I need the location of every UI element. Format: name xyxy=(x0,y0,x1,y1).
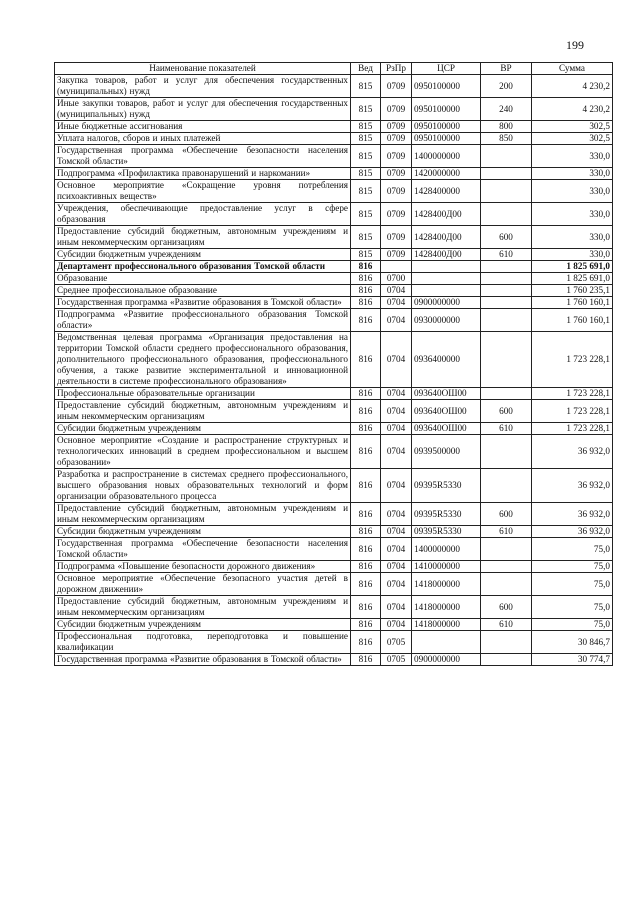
cell-csr: 1420000000 xyxy=(412,168,481,180)
table-header-row xyxy=(55,63,613,75)
cell-vr: 610 xyxy=(481,423,532,435)
cell-name: Образование xyxy=(55,273,351,285)
cell-csr: 0939500000 xyxy=(412,435,481,469)
cell-vr xyxy=(481,180,532,203)
cell-ved: 815 xyxy=(351,203,381,226)
cell-rzpr: 0709 xyxy=(381,121,412,133)
table-row xyxy=(55,261,613,273)
cell-vr xyxy=(481,261,532,273)
cell-sum: 4 230,2 xyxy=(532,75,613,98)
cell-ved: 815 xyxy=(351,75,381,98)
cell-ved: 816 xyxy=(351,435,381,469)
cell-csr: 0950100000 xyxy=(412,75,481,98)
cell-sum: 330,0 xyxy=(532,145,613,168)
table-row xyxy=(55,469,613,503)
cell-vr: 600 xyxy=(481,226,532,249)
table-row xyxy=(55,309,613,332)
header-vr: ВР xyxy=(481,63,532,75)
cell-vr xyxy=(481,388,532,400)
cell-name: Ведомственная целевая программа «Организация предоставления на территории Томской области среднего профессионального образования, дополнительного профессионального образования, профессионального обучения, а также развитие экспериментальной и инновационной деятельности в системе профессионального образования» xyxy=(55,332,351,388)
cell-rzpr: 0705 xyxy=(381,654,412,666)
cell-ved: 815 xyxy=(351,145,381,168)
cell-ved: 816 xyxy=(351,388,381,400)
cell-sum: 1 760 235,1 xyxy=(532,285,613,297)
cell-sum: 36 932,0 xyxy=(532,503,613,526)
cell-sum: 1 825 691,0 xyxy=(532,273,613,285)
header-sum: Сумма xyxy=(532,63,613,75)
cell-ved: 815 xyxy=(351,98,381,121)
cell-sum: 1 723 228,1 xyxy=(532,423,613,435)
cell-ved: 816 xyxy=(351,654,381,666)
cell-vr xyxy=(481,285,532,297)
cell-rzpr: 0704 xyxy=(381,297,412,309)
cell-ved: 815 xyxy=(351,121,381,133)
table-row xyxy=(55,400,613,423)
cell-vr: 600 xyxy=(481,596,532,619)
cell-rzpr: 0704 xyxy=(381,619,412,631)
cell-sum: 330,0 xyxy=(532,180,613,203)
cell-ved: 816 xyxy=(351,297,381,309)
cell-vr: 850 xyxy=(481,133,532,145)
header-csr: ЦСР xyxy=(412,63,481,75)
cell-ved: 816 xyxy=(351,400,381,423)
table-row xyxy=(55,388,613,400)
cell-vr: 800 xyxy=(481,121,532,133)
cell-csr xyxy=(412,285,481,297)
table-row xyxy=(55,423,613,435)
cell-ved: 816 xyxy=(351,538,381,561)
table-row xyxy=(55,145,613,168)
cell-ved: 816 xyxy=(351,526,381,538)
cell-vr xyxy=(481,145,532,168)
budget-table xyxy=(54,62,613,666)
cell-vr xyxy=(481,203,532,226)
table-row xyxy=(55,133,613,145)
cell-csr: 1418000000 xyxy=(412,596,481,619)
cell-ved: 815 xyxy=(351,168,381,180)
table-row xyxy=(55,98,613,121)
cell-name: Подпрограмма «Профилактика правонарушений и наркомании» xyxy=(55,168,351,180)
cell-name: Иные закупки товаров, работ и услуг для обеспечения государственных (муниципальных) нужд xyxy=(55,98,351,121)
cell-sum: 30 846,7 xyxy=(532,631,613,654)
cell-rzpr: 0704 xyxy=(381,332,412,388)
cell-sum: 330,0 xyxy=(532,249,613,261)
cell-csr: 09395R5330 xyxy=(412,503,481,526)
cell-ved: 816 xyxy=(351,332,381,388)
cell-ved: 815 xyxy=(351,180,381,203)
cell-rzpr: 0709 xyxy=(381,249,412,261)
table-row xyxy=(55,168,613,180)
cell-rzpr: 0705 xyxy=(381,631,412,654)
cell-rzpr: 0704 xyxy=(381,435,412,469)
cell-name: Учреждения, обеспечивающие предоставление услуг в сфере образования xyxy=(55,203,351,226)
cell-name: Департамент профессионального образования Томской области xyxy=(55,261,351,273)
cell-name: Подпрограмма «Повышение безопасности дорожного движения» xyxy=(55,561,351,573)
cell-csr: 1410000000 xyxy=(412,561,481,573)
cell-vr xyxy=(481,297,532,309)
cell-sum: 36 932,0 xyxy=(532,435,613,469)
cell-sum: 330,0 xyxy=(532,226,613,249)
cell-vr xyxy=(481,631,532,654)
table-row xyxy=(55,596,613,619)
cell-csr: 0930000000 xyxy=(412,309,481,332)
cell-sum: 4 230,2 xyxy=(532,98,613,121)
cell-rzpr: 0709 xyxy=(381,226,412,249)
cell-rzpr: 0704 xyxy=(381,423,412,435)
cell-name: Субсидии бюджетным учреждениям xyxy=(55,619,351,631)
cell-vr xyxy=(481,538,532,561)
table-row xyxy=(55,121,613,133)
cell-vr xyxy=(481,469,532,503)
cell-vr xyxy=(481,654,532,666)
cell-ved: 816 xyxy=(351,469,381,503)
cell-ved: 816 xyxy=(351,261,381,273)
cell-sum: 30 774,7 xyxy=(532,654,613,666)
cell-csr: 1418000000 xyxy=(412,619,481,631)
cell-csr: 0950100000 xyxy=(412,133,481,145)
cell-rzpr: 0709 xyxy=(381,133,412,145)
cell-name: Субсидии бюджетным учреждениям xyxy=(55,249,351,261)
cell-vr: 610 xyxy=(481,619,532,631)
cell-name: Субсидии бюджетным учреждениям xyxy=(55,423,351,435)
cell-name: Профессиональные образовательные организации xyxy=(55,388,351,400)
table-row xyxy=(55,654,613,666)
header-ved: Вед xyxy=(351,63,381,75)
cell-name: Государственная программа «Развитие образования в Томской области» xyxy=(55,654,351,666)
table-body xyxy=(55,75,613,666)
cell-rzpr: 0709 xyxy=(381,203,412,226)
cell-sum: 330,0 xyxy=(532,203,613,226)
table-row xyxy=(55,273,613,285)
table-row xyxy=(55,180,613,203)
cell-name: Предоставление субсидий бюджетным, автономным учреждениям и иным некоммерческим организациям xyxy=(55,503,351,526)
cell-rzpr: 0704 xyxy=(381,573,412,596)
cell-csr: 1400000000 xyxy=(412,145,481,168)
cell-vr xyxy=(481,332,532,388)
cell-rzpr: 0709 xyxy=(381,145,412,168)
page-number: 199 xyxy=(566,38,584,52)
cell-vr: 200 xyxy=(481,75,532,98)
cell-ved: 816 xyxy=(351,596,381,619)
cell-rzpr: 0704 xyxy=(381,503,412,526)
cell-rzpr: 0704 xyxy=(381,538,412,561)
cell-sum: 302,5 xyxy=(532,133,613,145)
table-row xyxy=(55,503,613,526)
cell-csr: 0950100000 xyxy=(412,98,481,121)
cell-name: Предоставление субсидий бюджетным, автономным учреждениям и иным некоммерческим организациям xyxy=(55,400,351,423)
cell-csr: 1418000000 xyxy=(412,573,481,596)
cell-name: Государственная программа «Обеспечение безопасности населения Томской области» xyxy=(55,538,351,561)
cell-csr xyxy=(412,261,481,273)
cell-vr xyxy=(481,573,532,596)
table-row xyxy=(55,435,613,469)
cell-vr xyxy=(481,309,532,332)
table-row xyxy=(55,203,613,226)
cell-sum: 75,0 xyxy=(532,538,613,561)
cell-csr: 09395R5330 xyxy=(412,469,481,503)
header-name: Наименование показателей xyxy=(55,63,351,75)
cell-name: Государственная программа «Обеспечение безопасности населения Томской области» xyxy=(55,145,351,168)
cell-vr xyxy=(481,273,532,285)
cell-name: Уплата налогов, сборов и иных платежей xyxy=(55,133,351,145)
cell-csr: 093640ОШ00 xyxy=(412,423,481,435)
cell-ved: 815 xyxy=(351,133,381,145)
cell-sum: 302,5 xyxy=(532,121,613,133)
cell-ved: 816 xyxy=(351,503,381,526)
cell-vr: 240 xyxy=(481,98,532,121)
table-row xyxy=(55,526,613,538)
cell-rzpr xyxy=(381,261,412,273)
cell-sum: 330,0 xyxy=(532,168,613,180)
cell-vr: 600 xyxy=(481,400,532,423)
cell-rzpr: 0704 xyxy=(381,561,412,573)
cell-sum: 1 825 691,0 xyxy=(532,261,613,273)
cell-rzpr: 0704 xyxy=(381,309,412,332)
cell-rzpr: 0709 xyxy=(381,98,412,121)
cell-sum: 1 760 160,1 xyxy=(532,309,613,332)
cell-sum: 75,0 xyxy=(532,596,613,619)
cell-rzpr: 0704 xyxy=(381,469,412,503)
cell-rzpr: 0704 xyxy=(381,400,412,423)
cell-csr: 0900000000 xyxy=(412,654,481,666)
cell-rzpr: 0704 xyxy=(381,526,412,538)
cell-csr: 0900000000 xyxy=(412,297,481,309)
cell-ved: 816 xyxy=(351,561,381,573)
cell-name: Подпрограмма «Развитие профессионального образования Томской области» xyxy=(55,309,351,332)
cell-sum: 75,0 xyxy=(532,561,613,573)
cell-sum: 1 723 228,1 xyxy=(532,388,613,400)
cell-name: Иные бюджетные ассигнования xyxy=(55,121,351,133)
cell-csr: 0936400000 xyxy=(412,332,481,388)
cell-rzpr: 0709 xyxy=(381,75,412,98)
cell-rzpr: 0704 xyxy=(381,285,412,297)
cell-csr: 1428400000 xyxy=(412,180,481,203)
cell-ved: 816 xyxy=(351,423,381,435)
cell-csr: 093640ОШ00 xyxy=(412,388,481,400)
cell-name: Основное мероприятие «Обеспечение безопасного участия детей в дорожном движении» xyxy=(55,573,351,596)
cell-rzpr: 0709 xyxy=(381,168,412,180)
cell-vr: 600 xyxy=(481,503,532,526)
cell-sum: 1 723 228,1 xyxy=(532,400,613,423)
cell-csr: 1428400Д00 xyxy=(412,249,481,261)
cell-vr xyxy=(481,561,532,573)
cell-csr: 1400000000 xyxy=(412,538,481,561)
table-row xyxy=(55,619,613,631)
cell-name: Основное мероприятие «Сокращение уровня потребления психоактивных веществ» xyxy=(55,180,351,203)
cell-csr: 093640ОШ00 xyxy=(412,400,481,423)
cell-name: Предоставление субсидий бюджетным, автономным учреждениям и иным некоммерческим организациям xyxy=(55,596,351,619)
cell-csr: 1428400Д00 xyxy=(412,203,481,226)
cell-vr: 610 xyxy=(481,526,532,538)
cell-name: Государственная программа «Развитие образования в Томской области» xyxy=(55,297,351,309)
cell-rzpr: 0704 xyxy=(381,388,412,400)
cell-ved: 816 xyxy=(351,573,381,596)
cell-csr: 0950100000 xyxy=(412,121,481,133)
header-rzpr: РзПр xyxy=(381,63,412,75)
cell-sum: 36 932,0 xyxy=(532,469,613,503)
cell-rzpr: 0709 xyxy=(381,180,412,203)
cell-ved: 816 xyxy=(351,285,381,297)
cell-ved: 816 xyxy=(351,273,381,285)
cell-name: Субсидии бюджетным учреждениям xyxy=(55,526,351,538)
cell-ved: 815 xyxy=(351,226,381,249)
cell-csr xyxy=(412,631,481,654)
table-row xyxy=(55,226,613,249)
cell-sum: 36 932,0 xyxy=(532,526,613,538)
table-row xyxy=(55,561,613,573)
cell-ved: 815 xyxy=(351,249,381,261)
cell-csr xyxy=(412,273,481,285)
cell-csr: 09395R5330 xyxy=(412,526,481,538)
cell-name: Профессиональная подготовка, переподготовка и повышение квалификации xyxy=(55,631,351,654)
cell-csr: 1428400Д00 xyxy=(412,226,481,249)
cell-ved: 816 xyxy=(351,631,381,654)
cell-sum: 75,0 xyxy=(532,573,613,596)
cell-ved: 816 xyxy=(351,619,381,631)
cell-vr xyxy=(481,168,532,180)
table-row xyxy=(55,297,613,309)
table-row xyxy=(55,631,613,654)
table-row xyxy=(55,285,613,297)
cell-rzpr: 0704 xyxy=(381,596,412,619)
cell-name: Предоставление субсидий бюджетным, автономным учреждениям и иным некоммерческим организациям xyxy=(55,226,351,249)
cell-name: Среднее профессиональное образование xyxy=(55,285,351,297)
table-row xyxy=(55,332,613,388)
cell-ved: 816 xyxy=(351,309,381,332)
cell-sum: 1 760 160,1 xyxy=(532,297,613,309)
cell-sum: 1 723 228,1 xyxy=(532,332,613,388)
cell-rzpr: 0700 xyxy=(381,273,412,285)
cell-vr: 610 xyxy=(481,249,532,261)
cell-name: Разработка и распространение в системах среднего профессионального, высшего образования новых образовательных технологий и форм организации образовательного процесса xyxy=(55,469,351,503)
cell-name: Закупка товаров, работ и услуг для обеспечения государственных (муниципальных) нужд xyxy=(55,75,351,98)
cell-name: Основное мероприятие «Создание и распространение структурных и технологических инноваций в среднем профессиональном и высшем образовании» xyxy=(55,435,351,469)
table-row xyxy=(55,75,613,98)
table-row xyxy=(55,538,613,561)
cell-sum: 75,0 xyxy=(532,619,613,631)
cell-vr xyxy=(481,435,532,469)
table-row xyxy=(55,249,613,261)
table-row xyxy=(55,573,613,596)
